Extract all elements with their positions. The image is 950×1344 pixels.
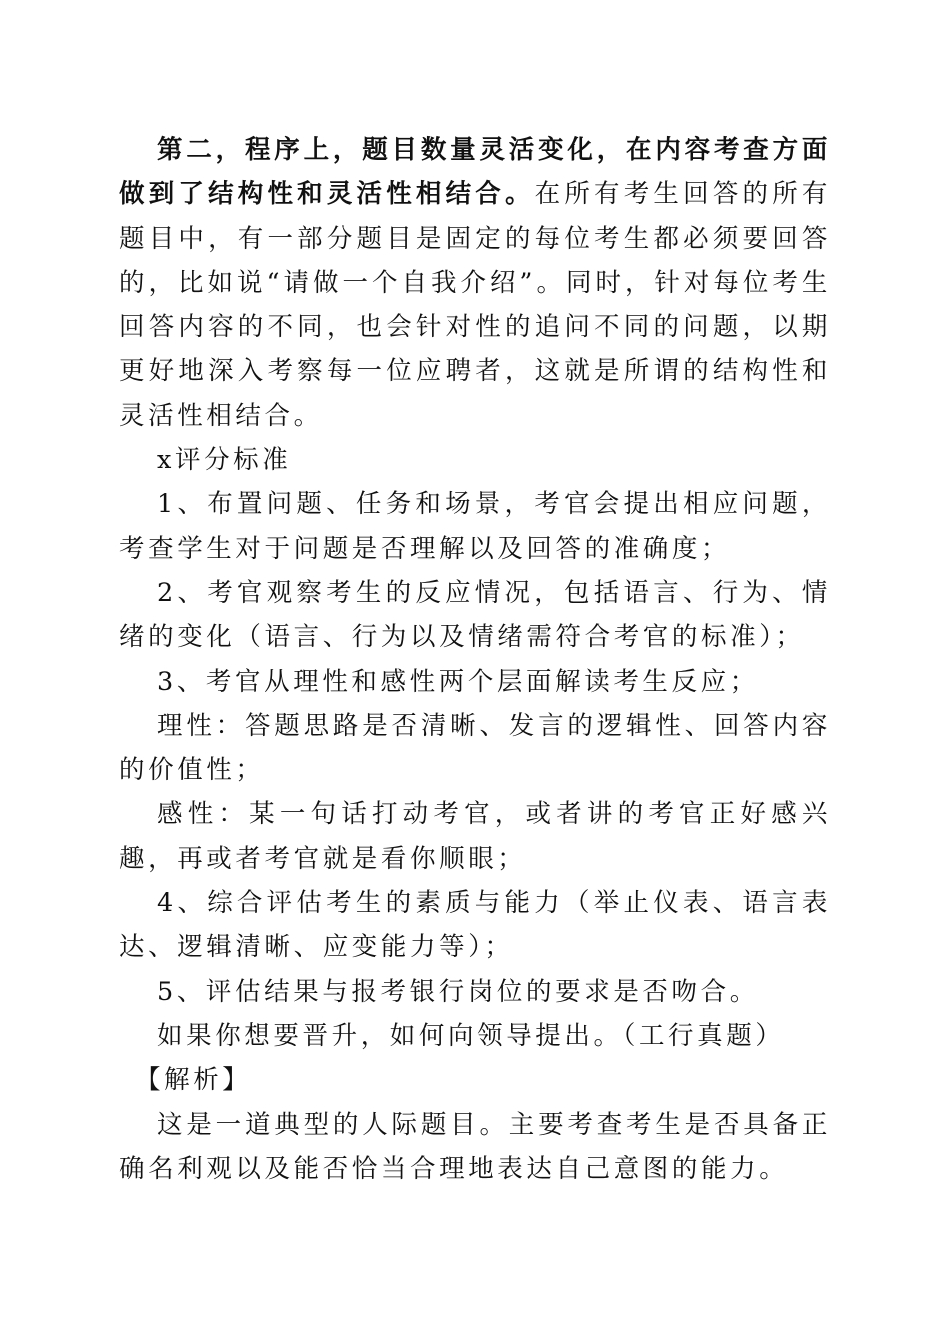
procedure-body: 在所有考生回答的所有题目中，有一部分题目是固定的每位考生都必须要回答的，比如说“请做一个自我介绍”。同时，针对每位考生回答内容的不同，也会针对性的追问不同的问题，以期更好地深入考察每一位应聘者，这就是所谓的结构性和灵活性相结合。 — [119, 179, 831, 431]
criteria-item-3: 3、考官从理性和感性两个层面解读考生反应； — [157, 666, 759, 697]
criteria-item-2: 2、考官观察考生的反应情况，包括语言、行为、情绪的变化（语言、行为以及情绪需符合考官的标准）； — [119, 577, 831, 653]
criteria-item-5: 5、评估结果与报考银行岗位的要求是否吻合。 — [157, 976, 759, 1007]
criteria-item-4: 4、综合评估考生的素质与能力（举止仪表、语言表达、逻辑清晰、应变能力等）； — [119, 888, 831, 963]
paragraph-procedure — [119, 128, 831, 438]
emotional-paragraph: 感性：某一句话打动考官，或者讲的考官正好感兴趣，再或者考官就是看你顺眼； — [119, 799, 831, 874]
criteria-item-1: 1、布置问题、任务和场景，考官会提出相应问题，考查学生对于问题是否理解以及回答的准确度； — [119, 489, 831, 564]
document-page — [119, 128, 831, 1191]
analysis-paragraph: 这是一道典型的人际题目。主要考查考生是否具备正确名利观以及能否恰当合理地表达自己意图的能力。 — [119, 1109, 831, 1184]
criteria-heading: x评分标准 — [157, 445, 292, 476]
question-paragraph: 如果你想要晋升，如何向领导提出。（工行真题） — [157, 1020, 785, 1051]
procedure-bold-lead: 第二，程序上，题目数量灵活变化，在内容考查方面做到了结构性和灵活性相结合。 — [119, 135, 831, 210]
analysis-heading: 【解析】 — [135, 1065, 252, 1096]
rational-paragraph: 理性：答题思路是否清晰、发言的逻辑性、回答内容的价值性； — [119, 710, 831, 786]
